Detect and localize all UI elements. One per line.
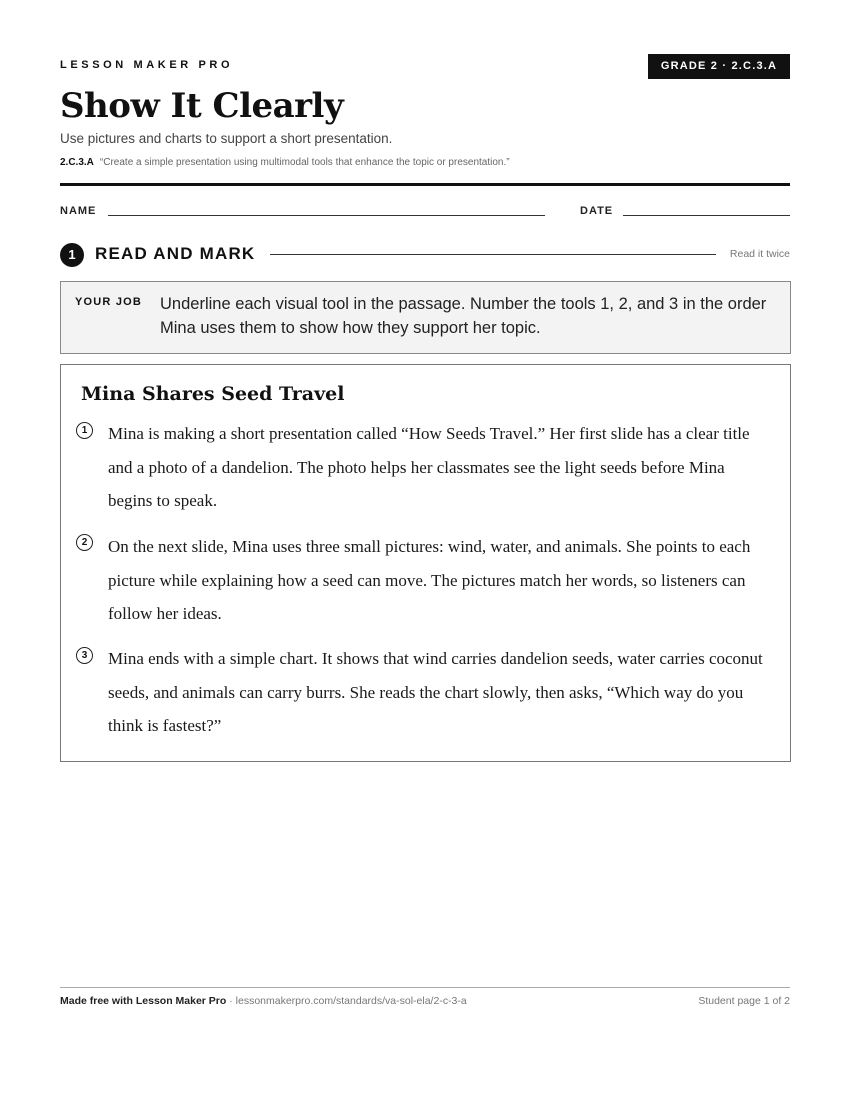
section-number-badge: 1: [60, 243, 84, 267]
grade-badge: GRADE 2 · 2.C.3.A: [648, 54, 790, 79]
page-subtitle: Use pictures and charts to support a short presentation.: [60, 131, 393, 146]
standard-code: 2.C.3.A: [60, 157, 94, 168]
standard-text: “Create a simple presentation using multimodal tools that enhance the topic or presentation.”: [99, 157, 510, 168]
standard-line: [60, 157, 510, 168]
page-title: Show It Clearly: [60, 86, 344, 126]
footer-page-number: Student page 1 of 2: [698, 995, 790, 1007]
footer-url[interactable]: · lessonmakerpro.com/standards/va-sol-ela/2-c-3-a: [226, 995, 467, 1007]
paragraph-number: 3: [76, 647, 93, 664]
passage-title: Mina Shares Seed Travel: [81, 383, 345, 405]
paragraph-1: Mina is making a short presentation called “How Seeds Travel.” Her first slide has a clear title and a photo of a dandelion. The photo helps her classmates see the light seeds before Mina begins to speak.: [108, 424, 750, 510]
footer-credit: [60, 995, 467, 1007]
date-field[interactable]: [623, 215, 790, 216]
name-field[interactable]: [108, 215, 545, 216]
section-divider: [270, 254, 716, 255]
name-label: NAME: [60, 205, 97, 217]
header-divider: [60, 183, 790, 186]
job-label: YOUR JOB: [75, 296, 143, 308]
date-label: DATE: [580, 205, 614, 217]
paragraph-number: 1: [76, 422, 93, 439]
footer-divider: [60, 987, 790, 988]
brand-name: LESSON MAKER PRO: [60, 59, 234, 71]
paragraph-3: Mina ends with a simple chart. It shows that wind carries dandelion seeds, water carries coconut seeds, and animals can carry burrs. She reads the chart slowly, then asks, “Which way do you think is fastest?”: [108, 649, 763, 735]
section-note: Read it twice: [729, 248, 790, 260]
paragraph-2: On the next slide, Mina uses three small pictures: wind, water, and animals. She points to each picture while explaining how a seed can move. The pictures match her words, so listeners can follow her ideas.: [108, 537, 751, 623]
paragraph-number: 2: [76, 534, 93, 551]
job-text: Underline each visual tool in the passage. Number the tools 1, 2, and 3 in the order Mina uses them to show how they support her topic.: [160, 295, 767, 337]
footer-made-with: Made free with Lesson Maker Pro: [60, 995, 227, 1007]
section-title: READ AND MARK: [95, 244, 256, 263]
